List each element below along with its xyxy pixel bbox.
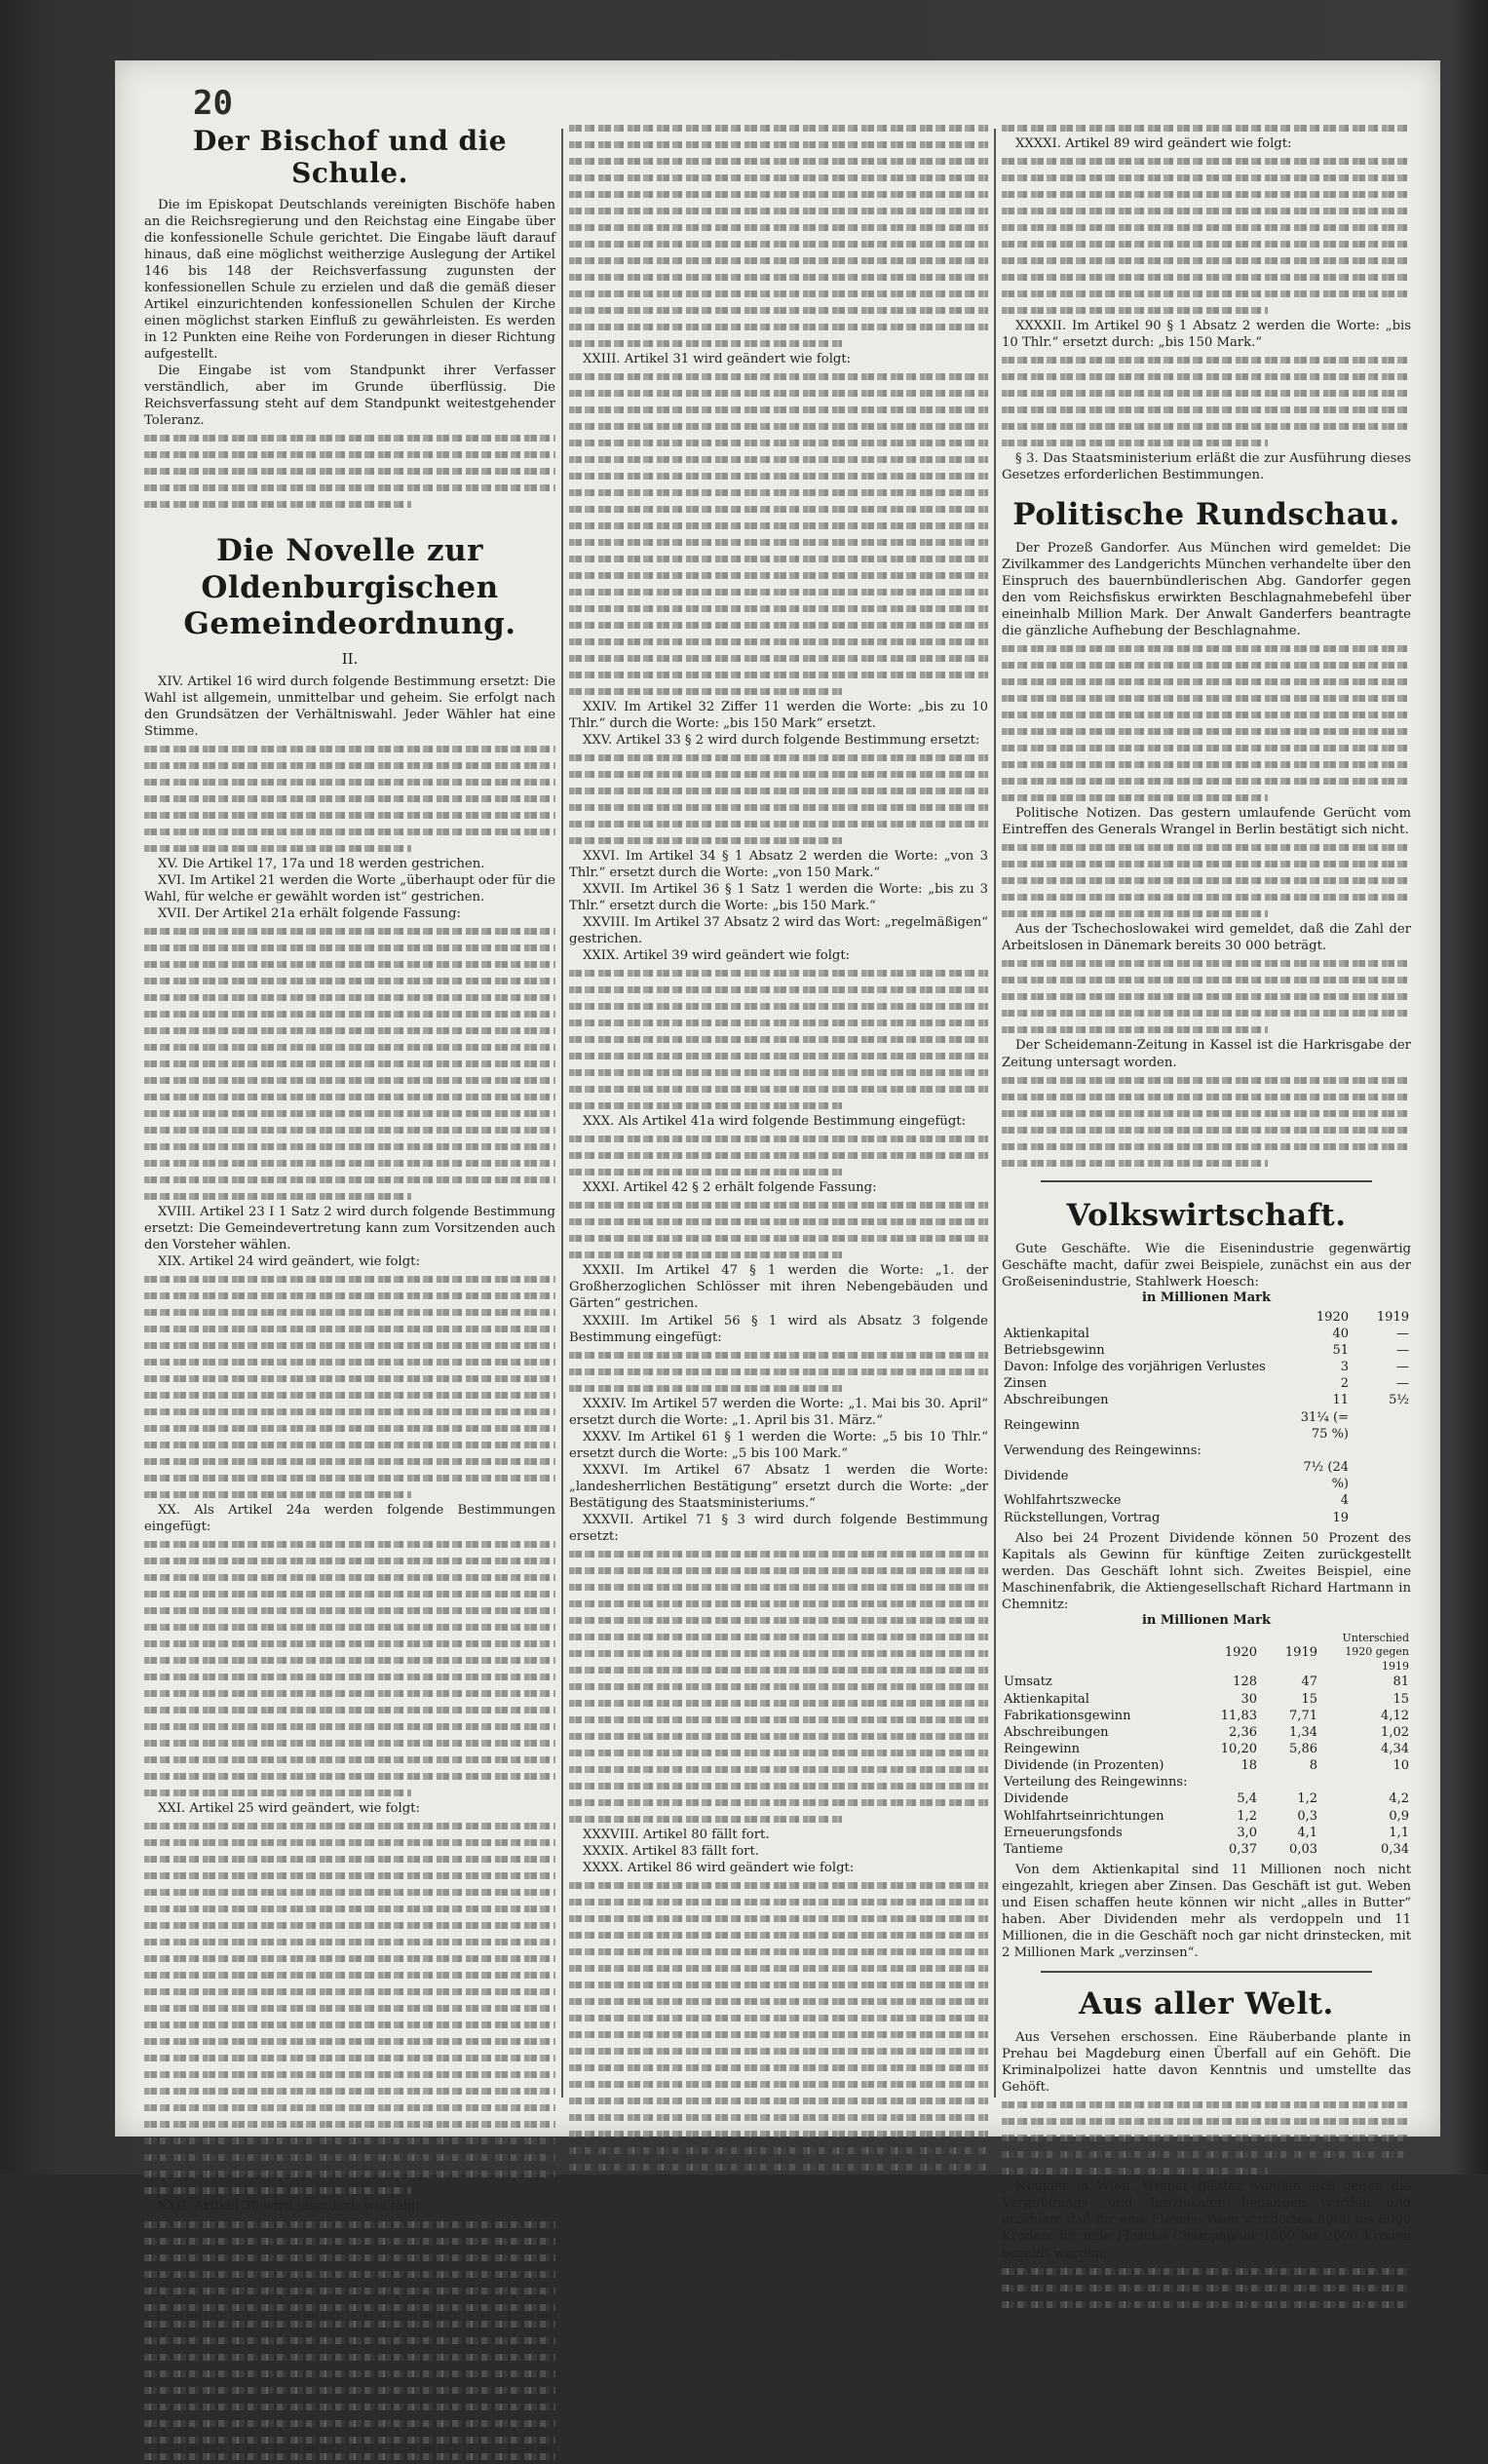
paragraph: Aus der Tschechoslowakei wird gemeldet, daß die Zahl der Arbeitslosen in Dänemark bereits 30 000 beträgt. (1002, 922, 1411, 954)
column-rule (561, 129, 563, 2098)
table-cell: Verteilung des Reingewinns: (1004, 1775, 1188, 1790)
table-cell: 1,02 (1381, 1724, 1409, 1740)
paragraph: Der Prozeß Gandorfer. Aus München wird gemeldet: Die Zivilkammer des Landgerichts München verhandelte über den Einspruch des bauernbündlerischen Abg. Gandorfer gegen den vom Reichsfiskus erwirkten Beschlagnahmebefehl über eineinhalb Million Mark. Der Anwalt Ganderfers beantragte die gänzliche Aufhebung der Beschlagnahme. (1002, 541, 1411, 639)
paragraph: XV. Die Artikel 17, 17a und 18 werden gestrichen. (158, 857, 485, 872)
table-caption: in Millionen Mark (1141, 1612, 1272, 1628)
table-cell (1259, 1774, 1319, 1790)
table-row (1002, 1326, 1411, 1342)
paragraph: XXVII. Im Artikel 36 § 1 Satz 1 werden die Worte: „bis zu 3 Thlr.“ ersetzt durch die Worte: „bis 150 Mark.“ (569, 882, 988, 914)
table-cell: 10 (1393, 1758, 1409, 1774)
article-title-welt: Aus aller Welt. (1079, 1986, 1334, 2022)
table-cell: 15 (1301, 1691, 1317, 1707)
finance-table-hartmann (1002, 1632, 1411, 1858)
table-header: 1920 (1316, 1309, 1349, 1325)
article-title-bischof: Der Bischof und die Schule. (192, 125, 508, 189)
table-cell: 40 (1332, 1326, 1349, 1341)
table-cell (1199, 1774, 1259, 1790)
table-header-row (1002, 1632, 1411, 1675)
table-cell: Verwendung des Reingewinns: (1004, 1443, 1202, 1458)
table-cell: Dividende (in Prozenten) (1004, 1758, 1164, 1774)
table-cell: 51 (1332, 1342, 1349, 1358)
table-cell: 5,4 (1237, 1791, 1257, 1807)
divider (1041, 1971, 1372, 1973)
article-body-volk-mid (1002, 1530, 1411, 1613)
table-cell: Reingewinn (1004, 1741, 1081, 1756)
table-cell: 0,9 (1389, 1808, 1409, 1824)
table-row (1002, 1708, 1411, 1724)
article-title-politik: Politische Rundschau. (1012, 497, 1400, 533)
table-row (1002, 1741, 1411, 1757)
article-part: II. (341, 650, 359, 668)
table-cell: 4 (1340, 1493, 1349, 1509)
table-cell: 19 (1332, 1510, 1349, 1525)
table-header-row (1002, 1309, 1411, 1326)
table-cell: Erneuerungsfonds (1004, 1825, 1123, 1840)
table-cell: 0,3 (1297, 1808, 1317, 1824)
table-cell: 1,2 (1297, 1791, 1317, 1807)
table-cell: 11 (1332, 1393, 1349, 1408)
table-cell: 0,37 (1229, 1841, 1257, 1857)
paragraph: Von dem Aktienkapital sind 11 Millionen noch nicht eingezahlt, kriegen aber Zinsen. Das Geschäft ist gut. Weben und Eisen schaffen heute können wir nicht „alles in Butter“ haben. Aber Dividenden mehr als verdoppeln und 11 Millionen, die in die Geschäft noch gar nicht drinstecken, mit 2 Millionen Mark „verzinsen“. (1002, 1863, 1411, 1961)
table-cell: Reingewinn (1004, 1418, 1081, 1434)
table-cell: 4,2 (1389, 1791, 1409, 1807)
article-body-volk-outro (1002, 1862, 1411, 1961)
table-cell: 3 (1340, 1360, 1349, 1375)
paragraph: XXIX. Artikel 39 wird geändert wie folgt: (583, 948, 851, 964)
paragraph: XXXIX. Artikel 83 fällt fort. (583, 1843, 759, 1859)
paragraph: XXII. Artikel 30 wird geändert, wie folgt: (158, 2199, 426, 2214)
paragraph: Der Scheidemann-Zeitung in Kassel ist die Harkrisgabe der Zeitung untersagt worden. (1002, 1038, 1411, 1070)
table-cell: 1,1 (1389, 1825, 1409, 1840)
paragraph: XVIII. Artikel 23 I 1 Satz 2 wird durch folgende Bestimmung ersetzt: Die Gemeindevertretung kann zum Vorsitzenden auch den Vorsteher wählen. (144, 1205, 555, 1253)
table-row (1002, 1674, 1411, 1690)
table-row (1002, 1409, 1411, 1443)
table-row (1002, 1459, 1411, 1492)
table-cell (1319, 1774, 1411, 1790)
paragraph: XXXVIII. Artikel 80 fällt fort. (583, 1827, 770, 1842)
paragraph: XXV. Artikel 33 § 2 wird durch folgende Bestimmung ersetzt: (583, 733, 980, 749)
paragraph: Neujahr in Wien. Wiener Blätter wenden sich gegen die Vergnügungs- und Tanzlokalen begangen wurden und erzählen, daß für eine Flasche Wein wanderten 4000 bis 6000 Kronen, für eine Flasche Champagner 1800 bis 2000 Kronen bezahlt wurden. (1002, 2179, 1411, 2261)
table-row (1002, 1510, 1411, 1526)
paragraph: XXVIII. Im Artikel 37 Absatz 2 wird das Wort: „regelmäßigen“ gestrichen. (569, 915, 988, 947)
article-body-welt (1002, 2029, 1411, 2311)
table-cell: 4,34 (1381, 1741, 1409, 1756)
paragraph: XIX. Artikel 24 wird geändert, wie folgt: (158, 1254, 420, 1270)
paragraph: XXXIII. Im Artikel 56 § 1 wird als Absatz 3 folgende Bestimmung eingefügt: (569, 1313, 988, 1345)
table-cell: Fabrikationsgewinn (1004, 1708, 1131, 1723)
article-body-bischof (144, 197, 555, 512)
table-cell: 2 (1340, 1376, 1349, 1392)
table-cell: Dividende (1004, 1468, 1069, 1483)
table-cell: 5½ (1389, 1393, 1409, 1408)
table-cell: Davon: Infolge des vorjährigen Verlustes (1004, 1360, 1266, 1375)
table-cell: — (1396, 1376, 1409, 1392)
paragraph: § 3. Das Staatsministerium erläßt die zur Ausführung dieses Gesetzes erforderlichen Bestimmungen. (1002, 451, 1411, 483)
column-2 (569, 119, 988, 2107)
table-cell: 7,71 (1289, 1708, 1317, 1723)
paragraph: XXXXI. Artikel 89 wird geändert wie folgt: (1015, 136, 1292, 151)
article-title-volk: Volkswirtschaft. (1066, 1197, 1347, 1233)
table-cell: 0,34 (1381, 1841, 1409, 1857)
article-body-novelle (144, 674, 555, 2464)
table-header: 1919 (1284, 1645, 1317, 1660)
table-cell: Rückstellungen, Vortrag (1004, 1510, 1161, 1525)
column-rule (994, 129, 996, 2098)
paragraph: XVI. Im Artikel 21 werden die Worte „überhaupt oder für die Wahl, für welche er gewählt worden ist“ gestrichen. (144, 873, 555, 905)
table-row (1002, 1492, 1411, 1509)
table-row (1002, 1841, 1411, 1858)
page-number: 20 (193, 84, 233, 123)
table-cell (1290, 1443, 1351, 1459)
table-row (1002, 1774, 1411, 1790)
table-cell: 3,0 (1237, 1825, 1257, 1840)
table-cell (1351, 1459, 1411, 1492)
table-cell: Umsatz (1004, 1675, 1052, 1690)
paragraph: XX. Als Artikel 24a werden folgende Bestimmungen eingefügt: (144, 1503, 555, 1535)
paragraph: XXXX. Artikel 86 wird geändert wie folgt: (583, 1860, 855, 1875)
table-row (1002, 1443, 1411, 1459)
paragraph: XXI. Artikel 25 wird geändert, wie folgt: (158, 1801, 420, 1817)
divider (1041, 1180, 1372, 1182)
table-row (1002, 1757, 1411, 1774)
table-cell: 4,1 (1297, 1825, 1317, 1840)
paragraph: Also bei 24 Prozent Dividende können 50 Prozent des Kapitals als Gewinn für künftige Zeiten zurückgestellt werden. Das Geschäft lohnt sich. Zweites Beispiel, eine Maschinenfabrik, die Aktiengesellschaft Richard Hartmann in Chemnitz: (1002, 1530, 1411, 1612)
paragraph: XXXXII. Im Artikel 90 § 1 Absatz 2 werden die Worte: „bis 10 Thlr.“ ersetzt durch: „bis 150 Mark.“ (1002, 319, 1411, 351)
table-cell: — (1396, 1342, 1409, 1358)
table-cell: 15 (1393, 1691, 1409, 1707)
table-caption: in Millionen Mark (1141, 1290, 1272, 1305)
table-cell (1351, 1443, 1411, 1459)
table-cell: Dividende (1004, 1791, 1069, 1807)
column-3 (1002, 119, 1411, 2261)
table-cell: 4,12 (1381, 1708, 1409, 1723)
table-cell: Wohlfahrtseinrichtungen (1004, 1808, 1164, 1824)
table-cell (1351, 1510, 1411, 1526)
table-cell: 18 (1240, 1758, 1257, 1774)
table-cell: Tantieme (1004, 1841, 1063, 1857)
article-body-politik (1002, 540, 1411, 1170)
table-row (1002, 1342, 1411, 1359)
article-body-volk (1002, 1241, 1411, 1290)
paragraph: Aus Versehen erschossen. Eine Räuberbande plante in Prehau bei Magdeburg einen Überfall auf ein Gehöft. Die Kriminalpolizei hatte davon Kenntnis und umstellte das Gehöft. (1002, 2030, 1411, 2096)
paragraph: XXXII. Im Artikel 47 § 1 werden die Worte: „1. der Großherzoglichen Schlösser mit ihren Nebengebäuden und Gärten“ gestrichen. (569, 1263, 988, 1312)
table-cell: 10,20 (1220, 1741, 1257, 1756)
table-cell: — (1396, 1360, 1409, 1375)
article-body-novelle-end (1002, 119, 1411, 483)
table-cell (1351, 1409, 1411, 1443)
table-row (1002, 1825, 1411, 1841)
table-cell: Abschreibungen (1004, 1393, 1109, 1408)
table-cell: 8 (1309, 1758, 1317, 1774)
table-row (1002, 1359, 1411, 1375)
table-row (1002, 1808, 1411, 1825)
paragraph: XXIII. Artikel 31 wird geändert wie folgt: (583, 352, 852, 366)
table-cell: 30 (1240, 1691, 1257, 1707)
table-cell: 128 (1233, 1675, 1257, 1690)
paragraph: Gute Geschäfte. Wie die Eisenindustrie gegenwärtig Geschäfte macht, dafür zwei Beispiele, zunächst ein aus der Großeisenindustrie, Stahlwerk Hoesch: (1002, 1241, 1411, 1290)
paragraph: XXXVI. Im Artikel 67 Absatz 1 werden die Worte: „landesherrlichen Bestätigung“ ersetzt durch die Worte: „der Bestätigung des Staatsministeriums.“ (569, 1462, 988, 1511)
table-cell: Betriebsgewinn (1004, 1342, 1105, 1358)
table-row (1002, 1375, 1411, 1392)
table-header: 1920 (1224, 1645, 1257, 1660)
column-1 (144, 119, 555, 2214)
table-cell: 2,36 (1229, 1724, 1257, 1740)
paragraph: XVII. Der Artikel 21a erhält folgende Fassung: (158, 906, 461, 922)
paragraph: XXXV. Im Artikel 61 § 1 werden die Worte: „5 bis 10 Thlr.“ ersetzt durch die Worte: „5 bis 100 Mark.“ (569, 1429, 988, 1461)
article-title-novelle: Die Novelle zur Oldenburgischen Gemeindeordnung. (183, 533, 516, 641)
table-cell: 1,2 (1237, 1808, 1257, 1824)
table-cell: 5,86 (1289, 1741, 1317, 1756)
table-cell: 0,03 (1289, 1841, 1317, 1857)
table-header: 1919 (1376, 1309, 1409, 1325)
table-cell: Zinsen (1004, 1376, 1048, 1392)
table-cell: 7½ (24 %) (1303, 1460, 1349, 1492)
table-cell: Abschreibungen (1004, 1724, 1109, 1740)
table-cell: 81 (1393, 1675, 1409, 1690)
paragraph: Politische Notizen. Das gestern umlaufende Gerücht vom Eintreffen des Generals Wrangel in Berlin bestätigt sich nicht. (1002, 806, 1411, 838)
table-cell: 47 (1301, 1675, 1317, 1690)
paragraph: XXX. Als Artikel 41a wird folgende Bestimmung eingefügt: (583, 1114, 967, 1130)
paragraph: Die im Episkopat Deutschlands vereinigten Bischöfe haben an die Reichsregierung und den Reichstag eine Eingabe über die konfessionelle Schule gerichtet. Die Eingabe läuft darauf hinaus, daß eine möglichst weitherzige Auslegung der Artikel 146 bis 148 der Reichsverfassung zugunsten der konfessionellen Schule zu erzielen und daß die gemäß dieser Artikel einzurichtenden konfessionellen Schulen der Kirche einen möglichst starken Einfluß zu gewährleisten. Es werden in 12 Punkten eine Reihe von Forderungen in dieser Richtung aufgestellt. (144, 198, 555, 363)
paragraph: XXVI. Im Artikel 34 § 1 Absatz 2 werden die Worte: „von 3 Thlr.“ ersetzt durch die Worte: „von 150 Mark.“ (569, 849, 988, 881)
table-cell: Aktienkapital (1004, 1326, 1089, 1341)
paragraph: XXXIV. Im Artikel 57 werden die Worte: „1. Mai bis 30. April“ ersetzt durch die Worte: „1. April bis 31. März.“ (569, 1396, 988, 1428)
paragraph: XIV. Artikel 16 wird durch folgende Bestimmung ersetzt: Die Wahl ist allgemein, unmittelbar und geheim. Sie erfolgt nach den Grundsätzen der Verhältniswahl. Jeder Wähler hat eine Stimme. (144, 674, 555, 740)
table-row (1002, 1392, 1411, 1408)
table-row (1002, 1790, 1411, 1807)
paragraph: XXXI. Artikel 42 § 2 erhält folgende Fassung: (583, 1180, 877, 1196)
table-cell (1351, 1492, 1411, 1509)
table-cell: — (1396, 1326, 1409, 1341)
article-body-novelle-cont (569, 119, 988, 2175)
newspaper-page (115, 60, 1440, 2261)
table-cell: 31¼ (= 75 %) (1300, 1409, 1349, 1442)
table-cell: 11,83 (1220, 1708, 1257, 1723)
table-cell: Wohlfahrtszwecke (1004, 1493, 1122, 1509)
paragraph: Die Eingabe ist vom Standpunkt ihrer Verfasser verständlich, aber im Grunde überflüssig. Die Reichsverfassung steht auf dem Standpunkt weitestgehender Toleranz. (144, 364, 555, 429)
paragraph: XXIV. Im Artikel 32 Ziffer 11 werden die Worte: „bis zu 10 Thlr.“ durch die Worte: „bis 150 Mark“ ersetzt. (569, 700, 988, 732)
table-cell: Aktienkapital (1004, 1691, 1089, 1707)
paragraph: XXXVII. Artikel 71 § 3 wird durch folgende Bestimmung ersetzt: (569, 1512, 988, 1544)
finance-table-hoesch (1002, 1309, 1411, 1526)
table-row (1002, 1724, 1411, 1741)
table-cell: 1,34 (1289, 1724, 1317, 1740)
table-row (1002, 1691, 1411, 1708)
table-header: Unterschied 1920 gegen 1919 (1342, 1631, 1409, 1673)
